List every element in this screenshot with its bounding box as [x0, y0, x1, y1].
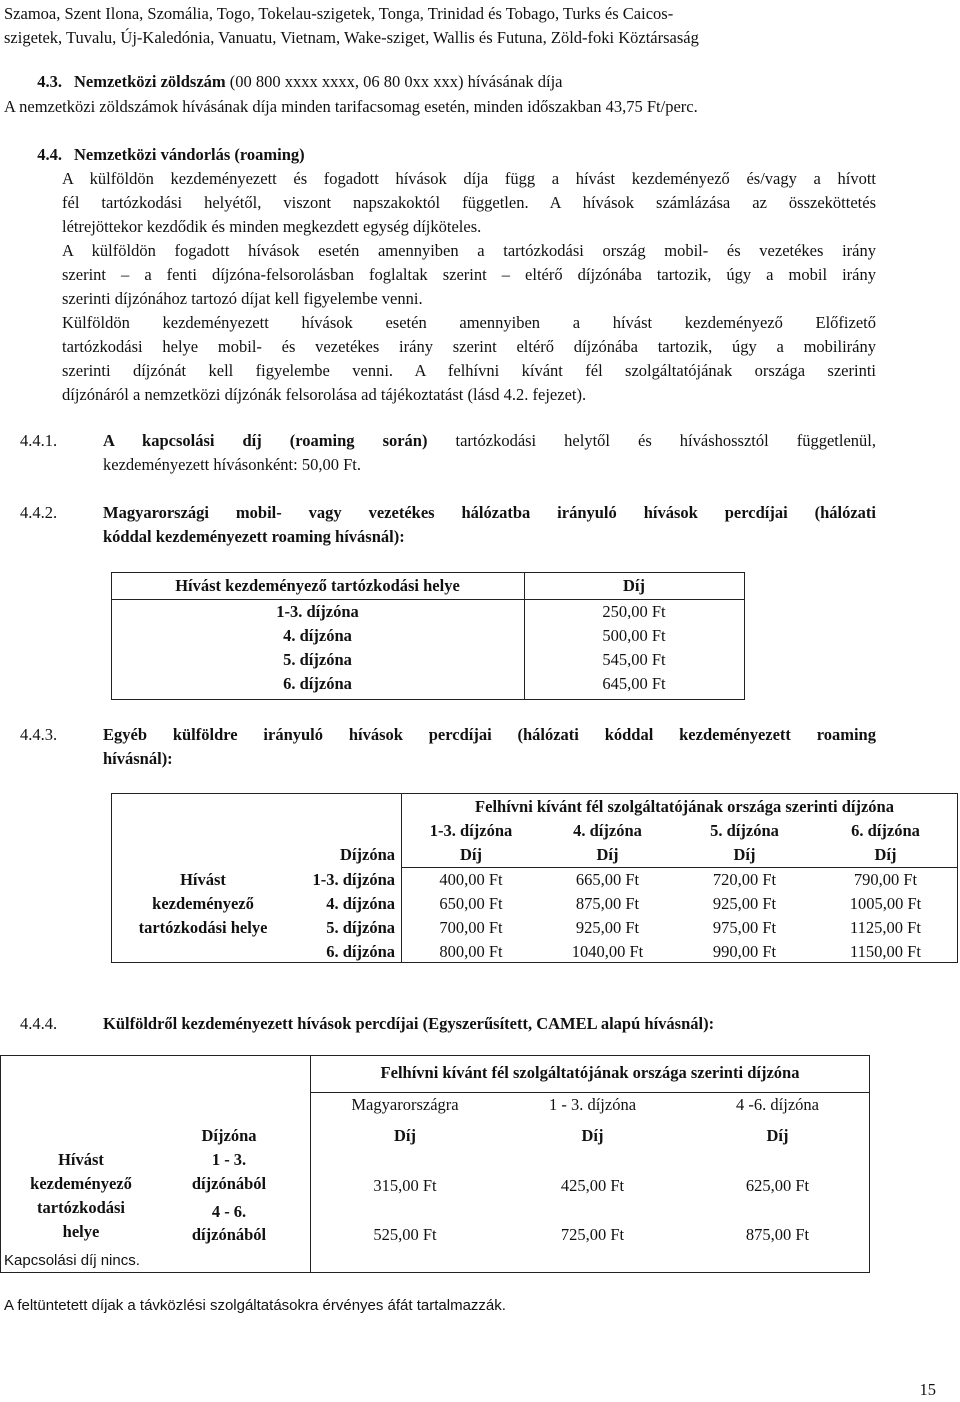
destination-zone-header: Felhívni kívánt fél szolgáltatójának országa szerinti díjzóna [475, 797, 894, 816]
section-4-4-1-number: 4.4.1. [20, 431, 58, 450]
text-line: A külföldön kezdeményezett és fogadott hívások díja függ a hívást kezdeményező és/vagy a hívott [62, 169, 876, 188]
section-4-4-2-number: 4.4.2. [20, 503, 58, 522]
table-cell-fee: 725,00 Ft [560, 1225, 625, 1244]
fee-column-header: Díj [733, 845, 756, 864]
text-line: fél tartózkodási helyétől, viszont napszakoktól független. A hívások számlázása az összeköttetés [62, 193, 876, 212]
table-row-zone: 5. díjzóna [283, 650, 352, 669]
country-list-line-2: szigetek, Tuvalu, Új-Kaledónia, Vanuatu, Vietnam, Wake-sziget, Wallis és Futuna, Zöld-foki Köztársaság [4, 28, 699, 47]
text-line: Egyéb külföldre irányuló hívások percdíjai (hálózati kóddal kezdeményezett roaming [103, 725, 876, 744]
table-row-zone: 4. díjzóna [326, 894, 395, 913]
section-4-4-3-number: 4.4.3. [20, 725, 58, 744]
table-cell-fee: 700,00 Ft [439, 918, 503, 937]
text-line: hívásnál): [103, 749, 173, 768]
row-group-label: Hívást [58, 1150, 104, 1169]
table-row-zone: 6. díjzóna [283, 674, 352, 693]
text-line: díjzónáról a nemzetközi díjzónák felsorolása ad tájékoztatást (lásd 4.2. fejezet). [62, 385, 587, 404]
destination-zone: Magyarországra [351, 1095, 459, 1114]
text-line: létrejöttekor kezdődik és minden megkezdett egység díjköteles. [62, 217, 482, 236]
country-list-line-1: Szamoa, Szent Ilona, Szomália, Togo, Tokelau-szigetek, Tonga, Trinidad és Tobago, Turks és Caicos- [4, 4, 674, 23]
roaming-paragraph-1 [62, 167, 876, 239]
text-line: kezdeményezett hívásonként: 50,00 Ft. [103, 455, 361, 474]
table-cell-fee: 875,00 Ft [745, 1225, 810, 1244]
row-group-label: helye [62, 1222, 100, 1241]
destination-zone-header: Felhívni kívánt fél szolgáltatójának országa szerinti díjzóna [380, 1063, 800, 1082]
table-row-fee: 545,00 Ft [602, 650, 666, 669]
table-row-zone: 5. díjzóna [326, 918, 395, 937]
section-number: 4.4. [37, 145, 62, 164]
fee-column-header: Díj [581, 1126, 604, 1145]
text-line: Külföldön kezdeményezett hívások esetén amennyiben a hívást kezdeményező Előfizető [62, 313, 876, 332]
camel-fee-table [0, 1055, 870, 1273]
row-group-label: tartózkodási [37, 1198, 125, 1217]
domestic-fee-table [111, 572, 745, 700]
table-cell-fee: 425,00 Ft [560, 1176, 625, 1195]
text-line: kóddal kezdeményezett roaming hívásnál): [103, 527, 405, 546]
fee-column-header: Díj [460, 845, 482, 864]
table-cell-fee: 315,00 Ft [373, 1176, 437, 1195]
fee-column-header: Díj [874, 845, 897, 864]
fee-column-header: Díj [766, 1126, 789, 1145]
fee-column-header: Díj [596, 845, 619, 864]
text-line: szerint – a fenti díjzóna-felsorolásban foglaltak szerint – eltérő díjzónába tartozik, úgy a mobil irány [62, 265, 876, 284]
table-cell-fee: 650,00 Ft [439, 894, 503, 913]
section-title-rest: (00 800 xxxx xxxx, 06 80 0xx xxx) hívásának díja [225, 72, 563, 91]
table-cell-fee: 925,00 Ft [575, 918, 640, 937]
table-cell-fee: 790,00 Ft [853, 870, 918, 889]
column-header-fee: Díj [623, 576, 645, 595]
table-cell-fee: 625,00 Ft [745, 1176, 810, 1195]
destination-zone: 4. díjzóna [573, 821, 642, 840]
section-4-4-heading [4, 143, 954, 167]
section-4-4-4-number: 4.4.4. [20, 1014, 58, 1033]
table-row-zone: 1-3. díjzóna [276, 602, 359, 621]
text-line: tartózkodási helye mobil- és vezetékes irány szerint eltérő díjzónába tartozik, úgy a mobilirány [62, 337, 876, 356]
table-row-zone: 6. díjzóna [326, 942, 395, 961]
table-cell-fee: 1005,00 Ft [849, 894, 922, 913]
row-group-label: kezdeményező [152, 894, 254, 913]
table-row-zone: 4. díjzóna [283, 626, 352, 645]
text-line: szerinti díjzónához tartozó díjat kell figyelembe venni. [62, 289, 423, 308]
section-4-4-1-text [103, 429, 876, 477]
destination-zone: 4 -6. díjzóna [736, 1095, 819, 1114]
destination-zone: 5. díjzóna [710, 821, 779, 840]
section-4-4-4-title: Külföldről kezdeményezett hívások percdíjai (Egyszerűsített, CAMEL alapú hívásnál): [103, 1014, 715, 1033]
section-text: tartózkodási helytől és híváshossztól függetlenül, [427, 431, 876, 450]
table-cell-fee: 1150,00 Ft [850, 942, 921, 961]
section-4-3-heading [4, 70, 954, 94]
zone-column-header: Díjzóna [340, 845, 395, 864]
section-title: Nemzetközi zöldszám [74, 72, 226, 91]
column-header-location: Hívást kezdeményező tartózkodási helye [175, 576, 460, 595]
table-row-zone: 4 - 6. [211, 1202, 247, 1221]
table-cell-fee: 400,00 Ft [439, 870, 503, 889]
table-row-zone: díjzónából [191, 1174, 267, 1193]
section-4-4-3-title [103, 723, 876, 771]
roaming-paragraph-3 [62, 311, 876, 407]
destination-zone: 1 - 3. díjzóna [548, 1095, 637, 1114]
table-cell-fee: 925,00 Ft [712, 894, 777, 913]
section-4-4-2-title [103, 501, 876, 549]
table-row-zone: díjzónából [191, 1225, 267, 1244]
text-line: A külföldön fogadott hívások esetén amennyiben a tartózkodási ország mobil- és vezetékes irány [62, 241, 876, 260]
table-cell-fee: 665,00 Ft [575, 870, 640, 889]
table-cell-fee: 1040,00 Ft [571, 942, 644, 961]
table-row-zone: 1 - 3. [211, 1150, 247, 1169]
table-cell-fee: 525,00 Ft [373, 1225, 437, 1244]
connection-fee-note: Kapcsolási díj nincs. [4, 1252, 140, 1269]
table-cell-fee: 1125,00 Ft [850, 918, 921, 937]
text-line: szerinti díjzónát kell figyelembe venni. A felhívni kívánt fél szolgáltatójának országa szerinti [62, 361, 876, 380]
section-number: 4.3. [37, 72, 62, 91]
roaming-paragraph-2 [62, 239, 876, 311]
table-cell-fee: 990,00 Ft [712, 942, 777, 961]
page-number: 15 [919, 1380, 936, 1399]
destination-zone: 1-3. díjzóna [429, 821, 513, 840]
text-line: Magyarországi mobil- vagy vezetékes hálózatba irányuló hívások percdíjai (hálózati [103, 503, 876, 522]
section-title: A kapcsolási díj (roaming során) [103, 431, 428, 450]
vat-note: A feltüntetett díjak a távközlési szolgáltatásokra érvényes áfát tartalmazzák. [4, 1297, 506, 1314]
row-group-label: Hívást [180, 870, 226, 889]
fee-column-header: Díj [394, 1126, 416, 1145]
table-row-zone: 1-3. díjzóna [312, 870, 395, 889]
table-row-fee: 250,00 Ft [602, 602, 666, 621]
table-cell-fee: 975,00 Ft [712, 918, 777, 937]
destination-zone: 6. díjzóna [851, 821, 920, 840]
table-cell-fee: 720,00 Ft [712, 870, 777, 889]
section-4-3-text: A nemzetközi zöldszámok hívásának díja minden tarifacsomag esetén, minden időszakban 43,75 Ft/perc. [4, 97, 698, 116]
table-row-fee: 645,00 Ft [602, 674, 666, 693]
table-cell-fee: 800,00 Ft [439, 942, 503, 961]
table-cell-fee: 875,00 Ft [575, 894, 640, 913]
table-row-fee: 500,00 Ft [602, 626, 666, 645]
row-group-label: kezdeményező [30, 1174, 132, 1193]
row-group-label: tartózkodási helye [138, 918, 268, 937]
section-title: Nemzetközi vándorlás (roaming) [74, 145, 305, 164]
zone-column-header: Díjzóna [201, 1126, 257, 1145]
roaming-fee-table [111, 793, 958, 963]
